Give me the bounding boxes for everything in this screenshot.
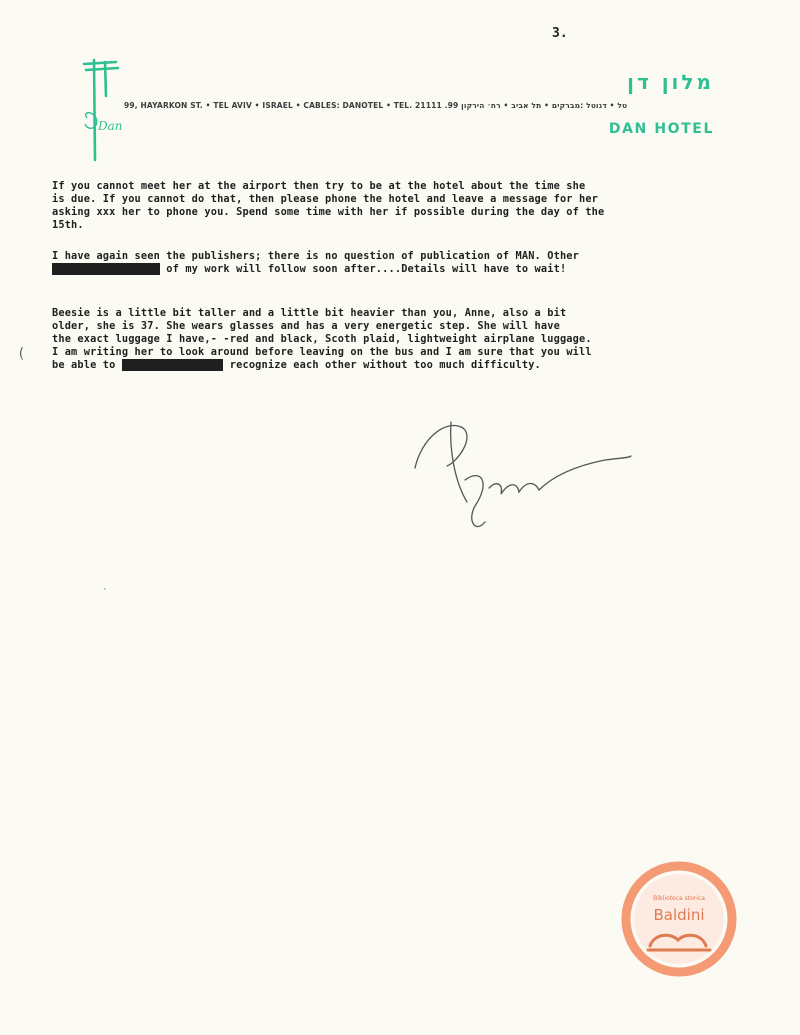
paragraph-publishers: [52, 250, 732, 276]
text-line: older, she is 37. She wears glasses and has a very energetic step. She will have: [52, 320, 560, 332]
text-line: [52, 263, 732, 276]
stray-mark: ·: [102, 585, 108, 595]
text-line: I am writing her to look around before leaving on the bus and I am sure that you will: [52, 346, 592, 358]
text-fragment: recognize each other without too much difficulty.: [223, 359, 541, 371]
page-number: 3.: [552, 26, 568, 41]
hotel-logo-icon: [78, 56, 126, 164]
library-stamp: [620, 860, 738, 978]
paragraph-beesie: [52, 307, 732, 372]
text-fragment: of my work will follow soon after....Details will have to wait!: [159, 263, 567, 275]
text-line: Beesie is a little bit taller and a little bit heavier than you, Anne, also a bit: [52, 307, 567, 319]
hotel-name-hebrew: מלון דן: [627, 70, 714, 94]
text-line: the exact luggage I have,- -red and black, Scoth plaid, lightweight airplane luggage.: [52, 333, 592, 345]
text-line: I have again seen the publishers; there is no question of publication of MAN. Other: [52, 250, 579, 262]
paragraph-airport: [52, 180, 732, 232]
struck-out-text: xxxxxxxxxxxxxxxx: [121, 359, 224, 371]
struck-out-text: xxxxxxxxxxxxxxxxx: [52, 263, 160, 275]
margin-mark: (: [17, 346, 26, 362]
stamp-main-text: Baldini: [653, 906, 705, 924]
text-line: is due. If you cannot do that, then please phone the hotel and leave a message for her: [52, 193, 599, 205]
letterhead-address: 99, HAYARKON ST. • TEL AVIV • ISRAEL • CABLES: DANOTEL • TEL. 21111 .טל • דנוטל :מברקים • תל אביב • רח׳ הירקון 99: [124, 101, 628, 110]
text-line: [52, 359, 732, 372]
stamp-small-text: Biblioteca storica: [653, 895, 705, 902]
handwritten-signature: [405, 410, 640, 540]
text-line: If you cannot meet her at the airport then try to be at the hotel about the time she: [52, 180, 586, 192]
text-line: asking xxx her to phone you. Spend some time with her if possible during the day of the: [52, 206, 605, 218]
hotel-name-english: DAN HOTEL: [608, 121, 714, 137]
text-line: 15th.: [52, 219, 84, 231]
logo-script: Dan: [98, 119, 123, 133]
text-fragment: be able to: [52, 359, 122, 371]
